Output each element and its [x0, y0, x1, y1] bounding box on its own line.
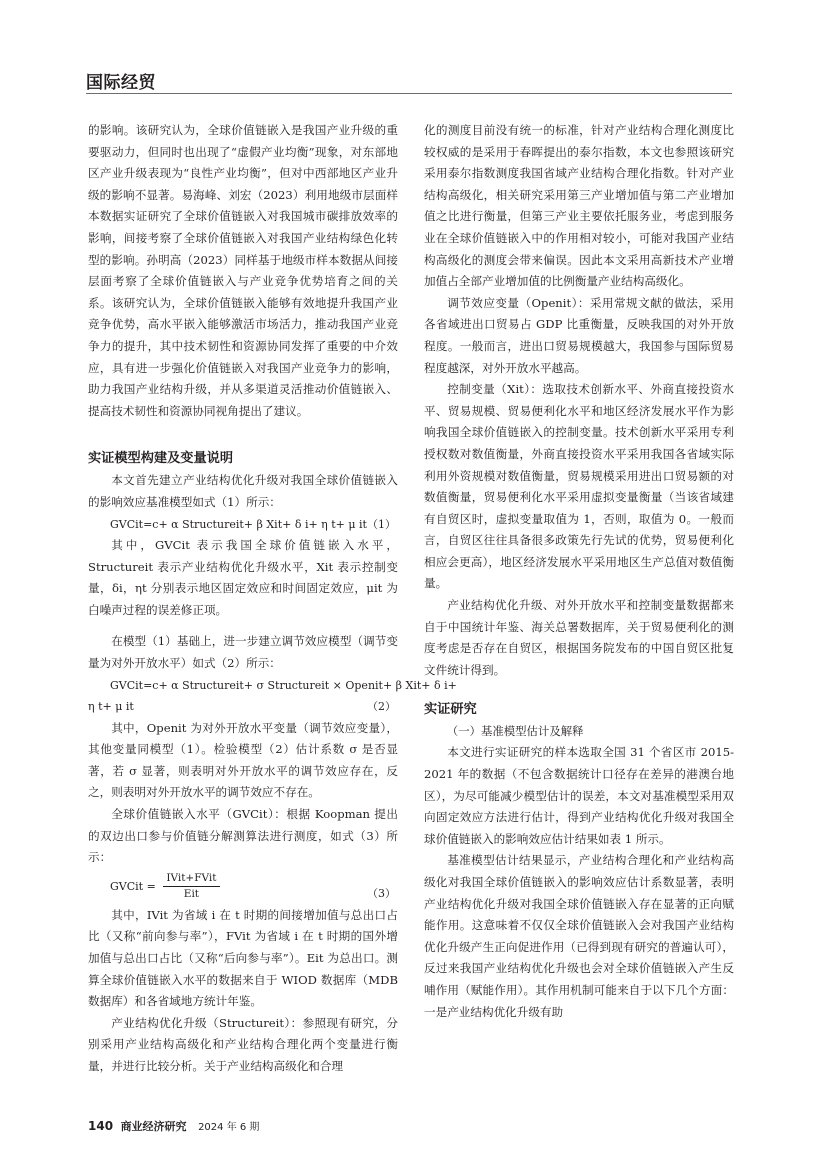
equation-2-line1: GVCit=c+ α Structureit+ σ Structureit × Openit+ β Xit+ δ i+ [110, 678, 457, 692]
equation-1-number: （1） [367, 517, 396, 531]
paragraph: 其中，GVCit 表示我国全球价值链嵌入水平，Structureit 表示产业结构优化升级水平，Xit 表示控制变量，δi，ηt 分别表示地区固定效应和时间固定效应，μit 为白噪声过程的误差修正项。 [88, 538, 398, 617]
section-heading-empirical: 实证研究 [424, 702, 477, 718]
equation-3 [88, 869, 398, 905]
page-footer [88, 1118, 259, 1134]
paragraph: 基准模型估计结果显示，产业结构合理化和产业结构高级化对我国全球价值链嵌入的影响效应估计系数显著，表明产业结构优化升级对我国全球价值链嵌入存在显著的正向赋能作用。这意味着不仅仅全球价值链嵌入会对我国产业结构优化升级产生正向促进作用（已得到现有研究的普遍认可），反过来我国产业结构优化升级也会对全球价值链嵌入产生反哺作用（赋能作用）。其作用机制可能来自于以下几个方面：一是产业结构优化升级有助 [424, 853, 734, 1019]
equation-3-fraction [163, 871, 219, 902]
equation-2-number: （2） [367, 700, 396, 714]
equation-3-number: （3） [367, 886, 396, 900]
paragraph: 在模型（1）基础上，进一步建立调节效应模型（调节变量为对外开放水平）如式（2）所示： [88, 634, 398, 671]
paragraph: 其中，Openit 为对外开放水平变量（调节效应变量），其他变量同模型（1）。检验模型（2）估计系数 σ 是否显著，若 σ 显著，则表明对外开放水平的调节效应存在，反之，则表明对外开放水平的调节效应不存在。 [88, 720, 398, 800]
equation-3-lhs: GVCit = [110, 879, 156, 893]
header-divider [86, 93, 732, 94]
paragraph: 化的测度目前没有统一的标准，针对产业结构合理化测度比较权威的是采用于春晖提出的泰尔指数，本文也参照该研究采用泰尔指数测度我国省域产业结构合理化指数。针对产业结构高级化，相关研究采用第三产业增加值与第二产业增加值之比进行衡量，但第三产业主要依托服务业，考虑到服务业在全球价值链嵌入中的作用相对较小，可能对我国产业结构高级化的测度会带来偏误。因此本文采用高新技术产业增加值占全部产业增加值的比例衡量产业结构高级化。 [424, 123, 734, 289]
equation-2-line2: η t+ μ it [88, 700, 134, 714]
paragraph: 控制变量（Xit）：选取技术创新水平、外商直接投资水平、贸易规模、贸易便利化水平和地区经济发展水平作为影响我国全球价值链嵌入的控制变量。技术创新水平采用专利授权数对数值衡量，外商直接投资水平采用我国各省域实际利用外资规模对数值衡量，贸易规模采用进出口贸易额的对数值衡量，贸易便利化水平采用虚拟变量衡量（当该省域建有自贸区时，虚拟变量取值为 1，否则，取值为 0。一般而言，自贸区往往具备很多政策先行先试的优势，贸易便利化相应会更高），地区经济发展水平采用地区生产总值对数值衡量。 [424, 382, 734, 591]
right-column [424, 120, 734, 1023]
paragraph: 产业结构优化升级（Structureit）：参照现有研究，分别采用产业结构高级化和产业结构合理化两个变量进行衡量，并进行比较分析。关于产业结构高级化和合理 [88, 1015, 398, 1073]
paragraph: 本文首先建立产业结构优化升级对我国全球价值链嵌入的影响效应基准模型如式（1）所示： [88, 473, 398, 509]
equation-3-denominator: Eit [183, 888, 200, 901]
journal-name: 商业经济研究 [120, 1120, 187, 1133]
page-number: 140 [88, 1119, 114, 1133]
paragraph: 产业结构优化升级、对外开放水平和控制变量数据都来自于中国统计年鉴、海关总署数据库，关于贸易便利化的测度考虑是否存在自贸区，根据国务院发布的中国自贸区批复文件统计得到。 [424, 598, 734, 677]
section-heading-model: 实证模型构建及变量说明 [88, 451, 234, 467]
paragraph: 调节效应变量（Openit）：采用常规文献的做法，采用各省域进出口贸易占 GDP 比重衡量，反映我国的对外开放程度。一般而言，进出口贸易规模越大，我国参与国际贸易程度越深，对外开放水平越高。 [424, 295, 734, 375]
subsection-heading: （一）基准模型估计及解释 [446, 724, 584, 739]
left-column [88, 120, 457, 1078]
paragraph: 其中，IVit 为省域 i 在 t 时期的间接增加值与总出口占比（又称“前向参与率”），FVit 为省域 i 在 t 时期的国外增加值与总出口占比（又称“后向参与率”）。Eit 为总出口。测算全球价值链嵌入水平的数据来自于 WIOD 数据库（MDB 数据库）和各省域地方统计年鉴。 [88, 907, 398, 1009]
equation-1-body: GVCit=c+ α Structureit+ β Xit+ δ i+ η t+ μ it [110, 517, 367, 531]
paragraph: 的影响。该研究认为，全球价值链嵌入是我国产业升级的重要驱动力，但同时也出现了“虚假产业均衡”现象，对东部地区产业升级表现为“良性产业均衡”，但对中西部地区产业升级的影响不显著。易海峰、刘宏（2023）利用地级市层面样本数据实证研究了全球价值链嵌入对我国城市碳排放效率的影响，间接考察了全球价值链嵌入对我国产业结构绿色化转型的影响。孙明高（2023）同样基于地级市样本数据从间接层面考察了全球价值链嵌入与产业竞争优势培育之间的关系。该研究认为，全球价值链嵌入能够有效地提升我国产业竞争优势，高水平嵌入能够激活市场活力，推动我国产业竞争力的提升，其中技术韧性和资源协同发挥了重要的中介效应，具有进一步强化价值链嵌入对我国产业竞争力的影响，助力我国产业结构升级，并从多渠道灵活推动价值链嵌入、提高技术韧性和资源协同视角提出了建议。 [88, 123, 398, 418]
issue-date: 2024 年 6 期 [198, 1122, 260, 1133]
equation-3-numerator: IVit+FVit [163, 871, 219, 887]
equation-1 [88, 514, 398, 536]
section-title: 国际经贸 [86, 73, 156, 93]
paragraph: 全球价值链嵌入水平（GVCit）：根据 Koopman 提出的双边出口参与价值链分解测算法进行测度，如式（3）所示： [88, 807, 398, 865]
paragraph: 本文进行实证研究的样本选取全国 31 个省区市 2015-2021 年的数据（不包含数据统计口径存在差异的港澳台地区），为尽可能减少模型估计的误差，本文对基准模型采用双向固定效应方法进行估计，得到产业结构优化升级对我国全球价值链嵌入的影响效应估计结果如表 1 所示。 [424, 745, 734, 846]
